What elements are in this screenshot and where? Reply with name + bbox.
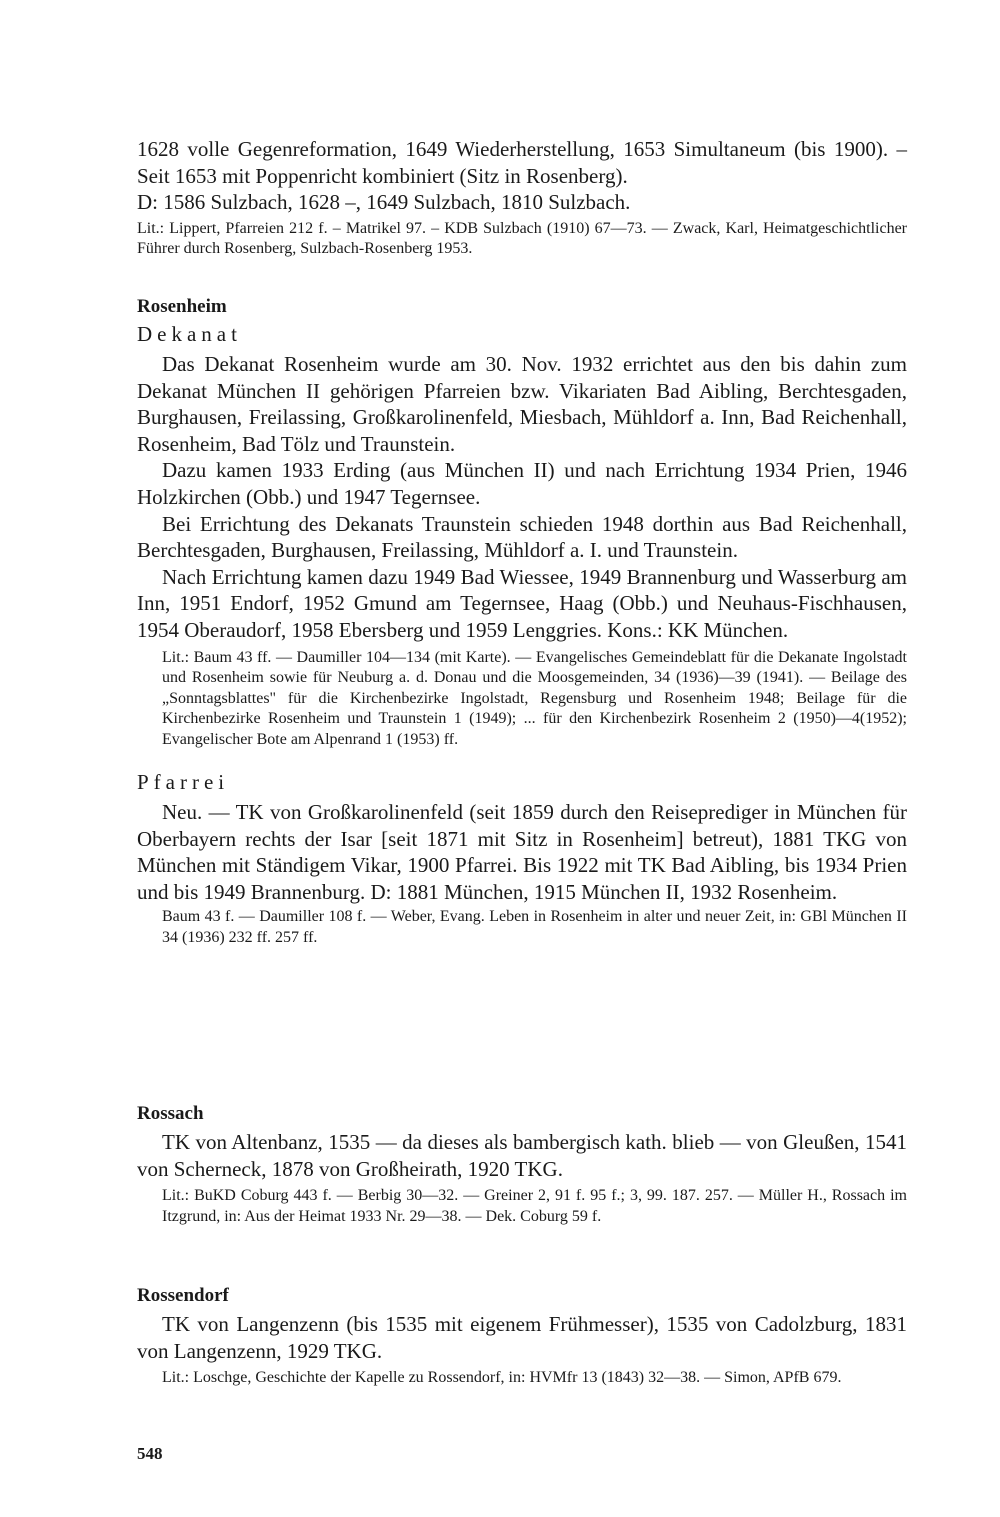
dekanat-paragraph-4: Nach Errichtung kamen dazu 1949 Bad Wiessee, 1949 Brannenburg und Wasserburg am Inn, 1951 Endorf, 1952 Gmund am Tegernsee, Haag (Obb.) und Neuhaus-Fischhausen, 1954 Oberaudorf, 1958 Ebersberg und 1959 Lenggries. Kons.: KK München. xyxy=(137,564,907,642)
intro-literature: Lit.: Lippert, Pfarreien 212 f. – Matrikel 97. – KDB Sulzbach (1910) 67—73. — Zwack, Karl, Heimatgeschichtlicher Führer durch Rosenberg, Sulzbach-Rosenberg 1953. xyxy=(137,219,907,258)
intro-paragraph: 1628 volle Gegenreformation, 1649 Wiederherstellung, 1653 Simultaneum (bis 1900). – Seit 1653 mit Poppenricht kombiniert (Sitz in Rosenberg). xyxy=(137,137,907,188)
rosenheim-title: Rosenheim xyxy=(137,296,227,317)
rossendorf-entry xyxy=(137,1285,907,1389)
pfarrei-literature: Baum 43 f. — Daumiller 108 f. — Weber, Evang. Leben in Rosenheim in alter und neuer Zeit, in: GBl München II 34 (1936) 232 ff. 257 ff. xyxy=(162,908,907,946)
dekanat-literature: Lit.: Baum 43 ff. — Daumiller 104—134 (mit Karte). — Evangelisches Gemeindeblatt für die Dekanate Ingolstadt und Rosenheim sowie für Neuburg a. d. Donau und die Moosgemeinden, 34 (1936)—39 (1941). — Beilage des „Sonntagsblattes" für die Kirchenbezirke Ingolstadt, Regensburg und Rosenheim 1948; Beilage für die Kirchenbezirke Rosenheim und Traunstein 1 (1949); ... für den Kirchenbezirk Rosenheim 2 (1950)—4(1952); Evangelischer Bote am Alpenrand 1 (1953) ff. xyxy=(162,648,907,748)
rossach-title: Rossach xyxy=(137,1103,204,1124)
rossendorf-title: Rossendorf xyxy=(137,1285,229,1306)
dekanat-paragraph-1: Das Dekanat Rosenheim wurde am 30. Nov. 1932 errichtet aus den bis dahin zum Dekanat München II gehörigen Pfarreien bzw. Vikariaten Bad Aibling, Berchtesgaden, Burghausen, Freilassing, Großkarolinenfeld, Miesbach, Mühldorf a. Inn, Bad Reichenhall, Rosenheim, Bad Tölz und Traunstein. xyxy=(137,352,907,456)
dekanat-label: Dekanat xyxy=(137,322,242,346)
dekanat-paragraph-2: Dazu kamen 1933 Erding (aus München II) und nach Errichtung 1934 Prien, 1946 Holzkirchen (Obb.) und 1947 Tegernsee. xyxy=(137,458,907,509)
rossach-literature: Lit.: BuKD Coburg 443 f. — Berbig 30—32. — Greiner 2, 91 f. 95 f.; 3, 99. 187. 257. — Müller H., Rossach im Itzgrund, in: Aus der Heimat 1933 Nr. 29—38. — Dek. Coburg 59 f. xyxy=(162,1187,907,1225)
page-number: 548 xyxy=(137,1444,163,1463)
pfarrei-paragraph: Neu. — TK von Großkarolinenfeld (seit 1859 durch den Reiseprediger in München für Oberbayern rechts der Isar [seit 1871 mit Sitz in Rosenheim] betreut), 1881 TKG von München mit Ständigem Vikar, 1900 Pfarrei. Bis 1922 mit TK Bad Aibling, bis 1934 Prien und bis 1949 Brannenburg. D: 1881 München, 1915 München II, 1932 Rosenheim. xyxy=(137,800,907,904)
intro-d-line: D: 1586 Sulzbach, 1628 –, 1649 Sulzbach, 1810 Sulzbach. xyxy=(137,190,631,215)
rosenheim-entry xyxy=(137,296,907,948)
dekanat-paragraph-3: Bei Errichtung des Dekanats Traunstein schieden 1948 dorthin aus Bad Reichenhall, Berchtesgaden, Burghausen, Freilassing, Mühldorf a. I. und Traunstein. xyxy=(137,511,907,563)
rossach-paragraph: TK von Altenbanz, 1535 — da dieses als bambergisch kath. blieb — von Gleußen, 1541 von Scherneck, 1878 von Großheirath, 1920 TKG. xyxy=(137,1130,907,1181)
rossendorf-literature: Lit.: Loschge, Geschichte der Kapelle zu Rossendorf, in: HVMfr 13 (1843) 32—38. — Simon, APfB 679. xyxy=(162,1369,842,1387)
intro-entry xyxy=(137,136,907,260)
dekanat-body xyxy=(137,351,907,644)
rossendorf-paragraph: TK von Langenzenn (bis 1535 mit eigenem Frühmesser), 1535 von Cadolzburg, 1831 von Langenzenn, 1929 TKG. xyxy=(137,1312,907,1363)
pfarrei-label: Pfarrei xyxy=(137,770,230,795)
rossach-entry xyxy=(137,1103,907,1227)
